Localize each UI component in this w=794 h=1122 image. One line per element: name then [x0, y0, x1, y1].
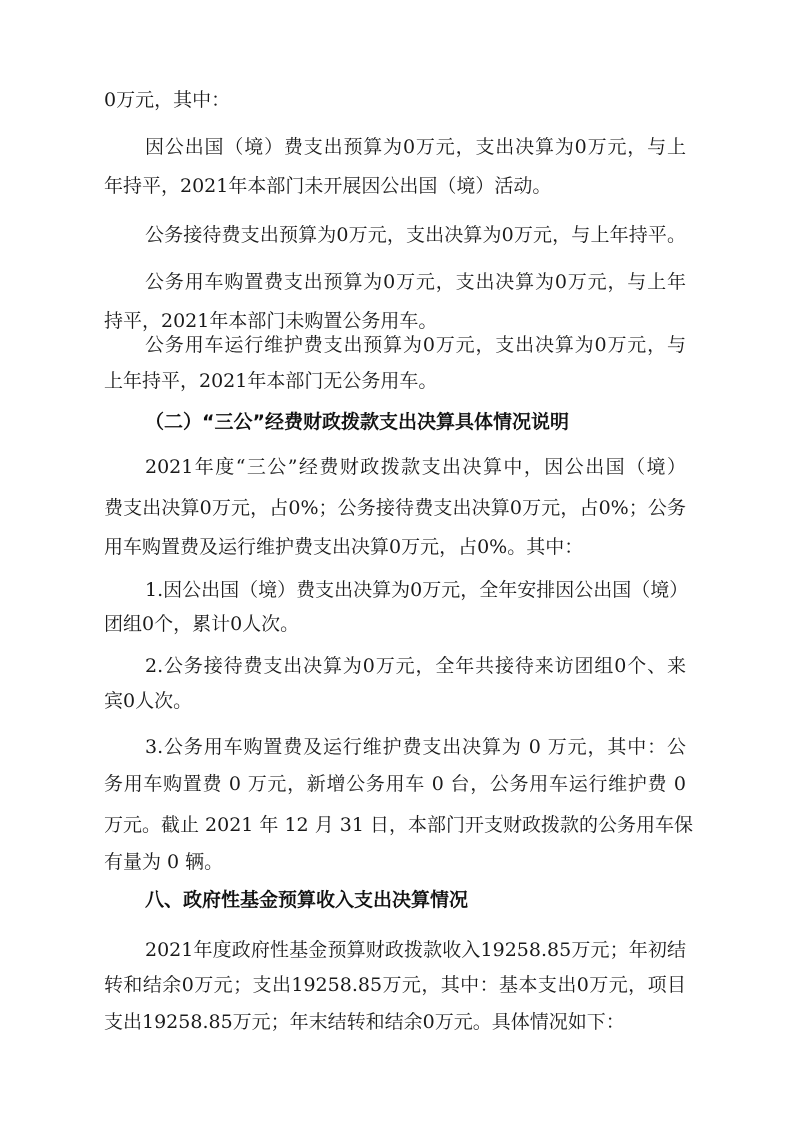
- paragraph-line: 因公出国（境）费支出预算为0万元，支出决算为0万元，与上: [145, 136, 686, 158]
- paragraph-line: 用车购置费及运行维护费支出决算0万元，占0%。其中：: [104, 536, 584, 558]
- paragraph-line: 公务接待费支出预算为0万元，支出决算为0万元，与上年持平。: [145, 224, 686, 246]
- section-heading: 八、政府性基金预算收入支出决算情况: [145, 889, 469, 911]
- paragraph-line: 2021年度“三公”经费财政拨款支出决算中，因公出国（境）: [145, 456, 686, 478]
- paragraph-line: 万元。截止 2021 年 12 月 31 日，本部门开支财政拨款的公务用车保: [104, 814, 693, 836]
- paragraph-line: 公务用车运行维护费支出预算为0万元，支出决算为0万元，与: [145, 334, 686, 356]
- paragraph-line: 年持平，2021年本部门未开展因公出国（境）活动。: [104, 175, 552, 197]
- paragraph-line: 公务用车购置费支出预算为0万元，支出决算为0万元，与上年: [145, 271, 686, 293]
- paragraph-line: 持平，2021年本部门未购置公务用车。: [104, 310, 438, 332]
- paragraph-line: 转和结余0万元；支出19258.85万元，其中：基本支出0万元，项目: [104, 974, 686, 996]
- paragraph-line: 团组0个，累计0人次。: [104, 613, 300, 635]
- paragraph-line: 1.因公出国（境）费支出决算为0万元，全年安排因公出国（境）: [145, 579, 689, 601]
- paragraph-line: 0万元，其中：: [104, 89, 231, 111]
- paragraph-line: 务用车购置费 0 万元，新增公务用车 0 台，公务用车运行维护费 0: [104, 773, 686, 795]
- paragraph-line: 有量为 0 辆。: [104, 851, 224, 873]
- paragraph-line: 宾0人次。: [104, 690, 193, 712]
- paragraph-line: 2021年度政府性基金预算财政拨款收入19258.85万元；年初结: [145, 939, 686, 961]
- paragraph-line: 支出19258.85万元；年末结转和结余0万元。具体情况如下：: [104, 1011, 625, 1033]
- paragraph-line: 2.公务接待费支出决算为0万元，全年共接待来访团组0个、来: [145, 655, 686, 677]
- paragraph-line: 上年持平，2021年本部门无公务用车。: [104, 370, 438, 392]
- paragraph-line: 3.公务用车购置费及运行维护费支出决算为 0 万元，其中：公: [145, 736, 686, 758]
- section-heading: （二）“三公”经费财政拨款支出决算具体情况说明: [145, 411, 569, 433]
- paragraph-line: 费支出决算0万元，占0%；公务接待费支出决算0万元，占0%；公务: [104, 497, 686, 519]
